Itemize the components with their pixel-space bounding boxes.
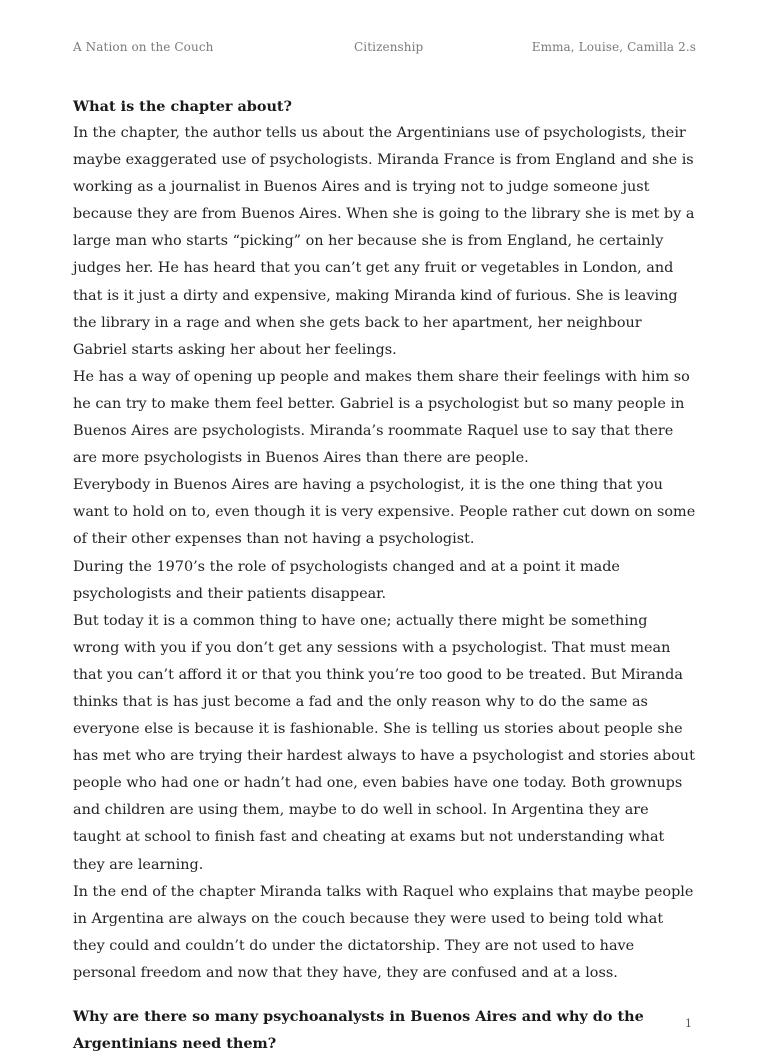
- paragraph: He has a way of opening up people and makes them share their feelings with him so he can try to make them feel better. Gabriel is a psychologist but so many people in Buenos Aires are psychologists. Miranda’s roommate Raquel use to say that there are more psychologists in Buenos Aires than there are people.: [73, 368, 690, 467]
- header-subject: Citizenship: [354, 40, 424, 54]
- header-authors: Emma, Louise, Camilla 2.s: [531, 40, 696, 54]
- section-heading-chapter-about: What is the chapter about?: [73, 98, 292, 115]
- paragraph: Everybody in Buenos Aires are having a psychologist, it is the one thing that you want to hold on to, even though it is very expensive. People rather cut down on some of their other expenses than not having a psychologist.: [73, 477, 696, 548]
- paragraph: In the end of the chapter Miranda talks with Raquel who explains that maybe people in Argentina are always on the couch because they were used to being told what they could and couldn’t do under the dictatorship. They are not used to have personal freedom and now that they have, they are confused and at a loss.: [73, 883, 694, 981]
- section-heading-why-psychoanalysts: Why are there so many psychoanalysts in Buenos Aires and why do the Argentinians need them?: [73, 1008, 644, 1052]
- header-title: A Nation on the Couch: [73, 40, 214, 54]
- paragraph: In the chapter, the author tells us about the Argentinians use of psychologists, their maybe exaggerated use of psychologists. Miranda France is from England and she is working as a journalist in Buenos Aires and is trying not to judge someone just because they are from Buenos Aires. When she is going to the library she is met by a large man who starts “picking” on her because she is from England, he certainly judges her. He has heard that you can’t get any fruit or vegetables in London, and that is it just a dirty and expensive, making Miranda kind of furious. She is leaving the library in a rage and when she gets back to her apartment, her neighbour Gabriel starts asking her about her feelings.: [73, 125, 695, 358]
- page-number: 1: [685, 1017, 692, 1030]
- page-header: [73, 40, 696, 60]
- document-body: [73, 93, 698, 1057]
- paragraph: During the 1970’s the role of psychologists changed and at a point it made psychologists and their patients disappear.: [73, 558, 620, 602]
- paragraph: But today it is a common thing to have one; actually there might be something wrong with you if you don’t get any sessions with a psychologist. That must mean that you can’t afford it or that you think you’re too good to be treated. But Miranda thinks that is has just become a fad and the only reason why to do the same as everyone else is because it is fashionable. She is telling us stories about people she has met who are trying their hardest always to have a psychologist and stories about people who had one or hadn’t had one, even babies have one today. Both grownups and children are using them, maybe to do well in school. In Argentina they are taught at school to finish fast and cheating at exams but not understanding what they are learning.: [73, 612, 695, 873]
